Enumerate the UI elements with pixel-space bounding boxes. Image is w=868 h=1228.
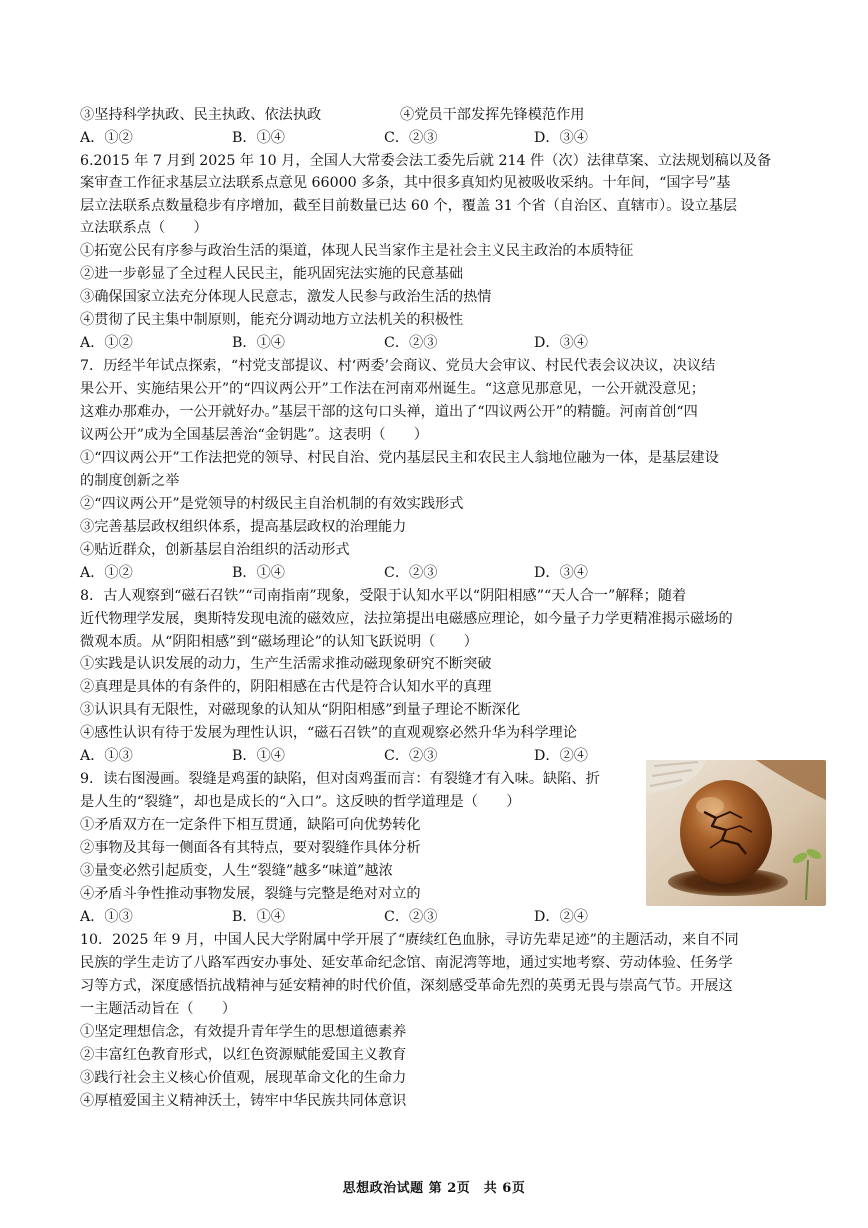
q6-answers bbox=[80, 332, 790, 355]
q7-stem-line: 7．历经半年试点探索，“村党支部提议、村‘两委’会商议、党员大会审议、村民代表会议决议，决议结 bbox=[80, 358, 716, 374]
q9-answer-b: B．①④ bbox=[232, 909, 285, 925]
q8-answer-a: A．①③ bbox=[80, 748, 133, 764]
q10-item-2: ②丰富红色教育形式，以红色资源赋能爱国主义教育 bbox=[80, 1047, 407, 1063]
q7-answer-d: D．③④ bbox=[534, 565, 588, 581]
q9-item-4: ④矛盾斗争性推动事物发展，裂缝与完整是绝对对立的 bbox=[80, 886, 421, 902]
braised-egg-photo-icon bbox=[646, 760, 826, 906]
q6-item-2: ②进一步彰显了全过程人民民主，能巩固宪法实施的民意基础 bbox=[80, 266, 464, 282]
q6-item-1: ①拓宽公民有序参与政治生活的渠道，体现人民当家作主是社会主义民主政治的本质特征 bbox=[80, 243, 634, 259]
q5-answer-d: D．③④ bbox=[534, 130, 588, 146]
q7-answers bbox=[80, 562, 790, 585]
q9-answer-c: C．②③ bbox=[384, 909, 438, 925]
q8-answer-b: B．①④ bbox=[232, 748, 285, 764]
q6-answer-a: A．①② bbox=[80, 335, 133, 351]
q7-stem-line: 果公开、实施结果公开”的“四议两公开”工作法在河南邓州诞生。“这意见那意见，一公开就没意见； bbox=[80, 381, 705, 397]
q10-stem-line: 10．2025 年 9 月，中国人民大学附属中学开展了“赓续红色血脉，寻访先辈足迹”的主题活动，来自不同 bbox=[80, 932, 739, 948]
q6-stem-line: 6.2015 年 7 月到 2025 年 10 月，全国人大常委会法工委先后就 214 件（次）法律草案、立法规划稿以及备 bbox=[80, 153, 772, 169]
q8-stem-line: 近代物理学发展，奥斯特发现电流的磁效应，法拉第提出电磁感应理论，如今量子力学更精准揭示磁场的 bbox=[80, 611, 733, 627]
q7-answer-a: A．①② bbox=[80, 565, 133, 581]
q5-answers bbox=[80, 127, 790, 150]
q5-answer-b: B．①④ bbox=[232, 130, 285, 146]
q7-item-1: ①“四议两公开”工作法把党的领导、村民自治、党内基层民主和农民主人翁地位融为一体，是基层建设 bbox=[80, 450, 719, 466]
q9-item-1: ①矛盾双方在一定条件下相互贯通，缺陷可向优势转化 bbox=[80, 817, 421, 833]
q6-answer-b: B．①④ bbox=[232, 335, 285, 351]
q5-answer-c: C．②③ bbox=[384, 130, 438, 146]
q8-answer-d: D．②④ bbox=[534, 748, 588, 764]
q9-answer-d: D．②④ bbox=[534, 909, 588, 925]
q8-answer-c: C．②③ bbox=[384, 748, 438, 764]
q7-item-3: ③完善基层政权组织体系，提高基层政权的治理能力 bbox=[80, 519, 407, 535]
q9-stem-line: 是人生的“裂缝”，却也是成长的“入口”。这反映的哲学道理是（ ） bbox=[80, 794, 521, 810]
q7-item-2: ②“四议两公开”是党领导的村级民主自治机制的有效实践形式 bbox=[80, 496, 464, 512]
q9-answer-a: A．①③ bbox=[80, 909, 133, 925]
q6-stem-line: 层立法联系点数量稳步有序增加，截至目前数量已达 60 个，覆盖 31 个省（自治区、直辖市）。设立基层 bbox=[80, 198, 738, 214]
page-footer: 思想政治试题 第 2页 共 6页 bbox=[342, 1181, 526, 1196]
q6-answer-d: D．③④ bbox=[534, 335, 588, 351]
q8-stem-line: 8．古人观察到“磁石召铁”“司南指南”现象，受限于认知水平以“阴阳相感”“天人合一”解释；随着 bbox=[80, 588, 687, 604]
q5-item-3: ③坚持科学执政、民主执政、依法执政 bbox=[80, 107, 322, 123]
q5-items-row bbox=[80, 104, 790, 127]
q7-item-4: ④贴近群众，创新基层自治组织的活动形式 bbox=[80, 542, 350, 558]
q6-item-3: ③确保国家立法充分体现人民意志，激发人民参与政治生活的热情 bbox=[80, 289, 492, 305]
q10-stem-line: 一主题活动旨在（ ） bbox=[80, 1001, 237, 1017]
q6-stem-line: 案审查工作征求基层立法联系点意见 66000 多条，其中很多真知灼见被吸收采纳。十年间，“国字号”基 bbox=[80, 175, 731, 191]
q9-stem-line: 9．读右图漫画。裂缝是鸡蛋的缺陷，但对卤鸡蛋而言：有裂缝才有入味。缺陷、折 bbox=[80, 771, 600, 787]
q6-answer-c: C．②③ bbox=[384, 335, 438, 351]
q7-stem-line: 议两公开”成为全国基层善治“金钥匙”。这表明（ ） bbox=[80, 427, 429, 443]
q5-item-4: ④党员干部发挥先锋模范作用 bbox=[400, 107, 585, 123]
q7-stem-line: 这难办那难办，一公开就好办。”基层干部的这句口头禅，道出了“四议两公开”的精髓。河南首创“四 bbox=[80, 404, 698, 420]
q9-answers bbox=[80, 906, 790, 929]
q9-item-3: ③量变必然引起质变，人生“裂缝”越多“味道”越浓 bbox=[80, 863, 393, 879]
q6-item-4: ④贯彻了民主集中制原则，能充分调动地方立法机关的积极性 bbox=[80, 312, 464, 328]
q10-stem-line: 习等方式，深度感悟抗战精神与延安精神的时代价值，深刻感受革命先烈的英勇无畏与崇高气节。开展这 bbox=[80, 978, 733, 994]
q7-item-1-cont: 的制度创新之举 bbox=[80, 473, 180, 489]
q8-item-2: ②真理是具体的有条件的，阴阳相感在古代是符合认知水平的真理 bbox=[80, 679, 492, 695]
q5-answer-a: A．①② bbox=[80, 130, 133, 146]
q8-stem-line: 微观本质。从“阴阳相感”到“磁场理论”的认知飞跃说明（ ） bbox=[80, 634, 478, 650]
q7-answer-b: B．①④ bbox=[232, 565, 285, 581]
q6-stem-line: 立法联系点（ ） bbox=[80, 220, 208, 236]
q10-item-3: ③践行社会主义核心价值观，展现革命文化的生命力 bbox=[80, 1070, 407, 1086]
q10-item-4: ④厚植爱国主义精神沃土，铸牢中华民族共同体意识 bbox=[80, 1093, 407, 1109]
q10-stem-line: 民族的学生走访了八路军西安办事处、延安革命纪念馆、南泥湾等地，通过实地考察、劳动体验、任务学 bbox=[80, 955, 733, 971]
q8-item-1: ①实践是认识发展的动力，生产生活需求推动磁现象研究不断突破 bbox=[80, 656, 492, 672]
q8-item-4: ④感性认识有待于发展为理性认识，“磁石召铁”的直观观察必然升华为科学理论 bbox=[80, 725, 577, 741]
q8-item-3: ③认识具有无限性，对磁现象的认知从“阴阳相感”到量子理论不断深化 bbox=[80, 702, 521, 718]
q10-item-1: ①坚定理想信念，有效提升青年学生的思想道德素养 bbox=[80, 1024, 407, 1040]
q9-item-2: ②事物及其每一侧面各有其特点，要对裂缝作具体分析 bbox=[80, 840, 421, 856]
q7-answer-c: C．②③ bbox=[384, 565, 438, 581]
